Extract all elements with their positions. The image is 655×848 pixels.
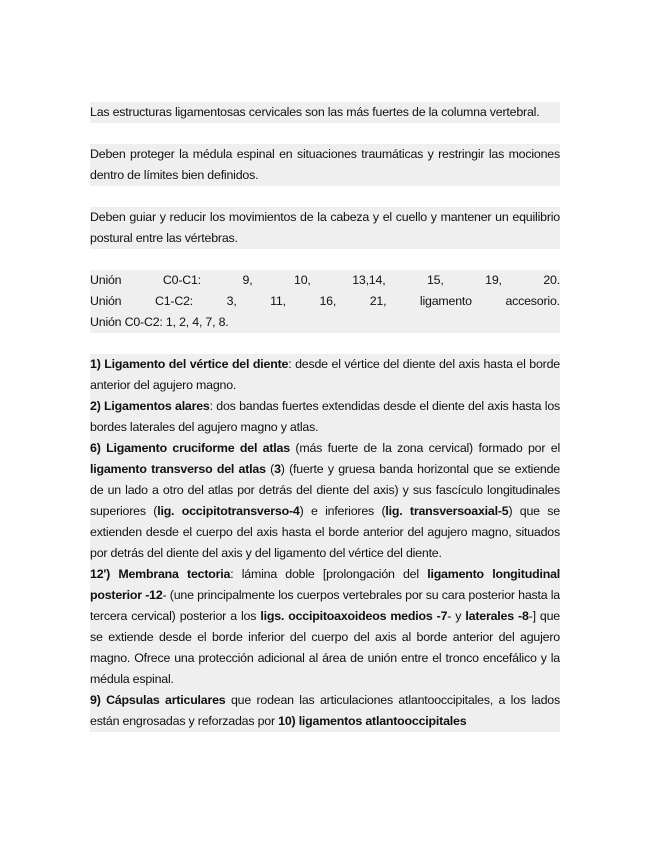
union-c0-c2: Unión C0-C2: 1, 2, 4, 7, 8. bbox=[90, 315, 229, 329]
unions-block bbox=[90, 270, 560, 333]
union-value: 15, bbox=[426, 273, 444, 287]
union-value: 9, bbox=[242, 273, 253, 287]
item-title: Ligamento del vértice del diente bbox=[104, 357, 289, 371]
union-value: 19, bbox=[485, 273, 502, 287]
item-1: 1) Ligamento del vértice del diente: desde el vértice del diente del axis hasta el borde anterior del agujero magno. bbox=[90, 354, 560, 396]
item-6: 6) Ligamento cruciforme del atlas (más fuerte de la zona cervical) formado por el ligamento transverso del atlas (3) (fuerte y gruesa banda horizontal que se extiende de un lado a otro del atlas por detrás del diente del axis) y sus fascículo longitudinales superiores (lig. occipitotransverso-4) e inferiores (lig. transversoaxial-5) que se extienden desde el cuerpo del axis hasta el borde anterior del agujero magno, situados por detrás del diente del axis y del ligamento del vértice del diente. bbox=[90, 438, 560, 564]
item-9: 9) Cápsulas articulares que rodean las articulaciones atlantooccipitales, a los lados están engrosadas y reforzadas por 10) ligamentos atlantooccipitales bbox=[90, 690, 560, 732]
union-word: Unión bbox=[90, 294, 122, 308]
item-2: 2) Ligamentos alares: dos bandas fuertes extendidas desde el diente del axis hasta los bordes laterales del agujero magno y atlas. bbox=[90, 396, 560, 438]
union-value: 20. bbox=[543, 273, 560, 287]
item-number: 1) bbox=[90, 357, 101, 371]
item-number: 12') bbox=[90, 567, 111, 581]
item-title: Membrana tectoria bbox=[118, 567, 231, 581]
item-number: 9) bbox=[90, 693, 101, 707]
item-title: Ligamentos alares bbox=[104, 399, 210, 413]
union-segment: C1-C2: bbox=[154, 294, 194, 308]
intro-paragraph-3: Deben guiar y reducir los movimientos de la cabeza y el cuello y mantener un equilibrio postural entre las vértebras. bbox=[90, 207, 560, 249]
item-number: 6) bbox=[90, 441, 101, 455]
union-word: Unión bbox=[90, 273, 122, 287]
item-title: Ligamento cruciforme del atlas bbox=[106, 441, 290, 455]
item-number: 2) bbox=[90, 399, 101, 413]
union-c1-c2 bbox=[90, 291, 560, 312]
union-value: 13,14, bbox=[352, 273, 386, 287]
union-value: 16, bbox=[319, 294, 337, 308]
intro-paragraph-2: Deben proteger la médula espinal en situaciones traumáticas y restringir las mociones dentro de límites bien definidos. bbox=[90, 144, 560, 186]
union-value: 3, bbox=[226, 294, 237, 308]
union-value: 21, bbox=[369, 294, 387, 308]
union-value: accesorio. bbox=[505, 294, 560, 308]
document-body bbox=[90, 102, 560, 732]
intro-paragraph-1: Las estructuras ligamentosas cervicales son las más fuertes de la columna vertebral. bbox=[90, 102, 560, 123]
item-12: 12') Membrana tectoria: lámina doble [prolongación del ligamento longitudinal posterior -12- (une principalmente los cuerpos vertebrales por su cara posterior hasta la tercera cervical) posterior a los ligs. occipitoaxoideos medios -7- y laterales -8-] que se extiende desde el borde inferior del cuerpo del axis al borde anterior del agujero magno. Ofrece una protección adicional al área de unión entre el tronco encefálico y la médula espinal. bbox=[90, 564, 560, 690]
union-value: 11, bbox=[270, 294, 286, 308]
union-value: 10, bbox=[294, 273, 311, 287]
item-title: Cápsulas articulares bbox=[106, 693, 226, 707]
union-segment: C0-C1: bbox=[162, 273, 201, 287]
union-c0-c1 bbox=[90, 270, 560, 291]
union-value: ligamento bbox=[419, 294, 472, 308]
